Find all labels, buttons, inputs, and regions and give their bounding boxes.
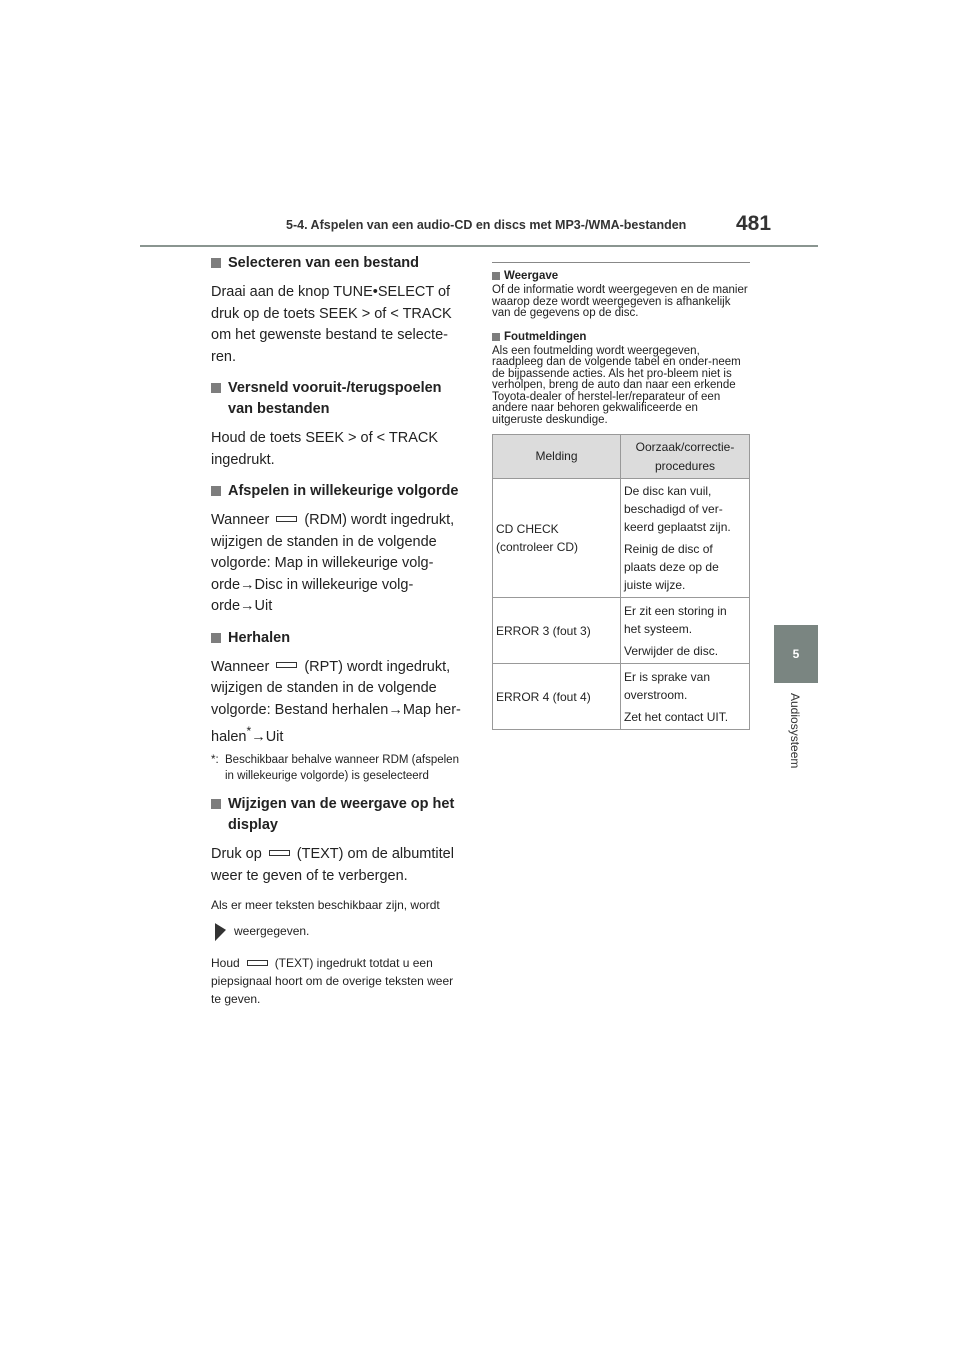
paragraph: Als een foutmelding wordt weergegeven, raadpleeg dan de volgende tabel en onder-neem de bijpassende acties. Als het pro-bleem niet is verholpen, breng de auto dan naar een erkende Toyota-dealer of herstel-ler/reparateur of een andere naar behoren gekwalificeerde en uitgeruste deskundige.	[492, 344, 741, 426]
button-icon	[247, 960, 268, 966]
subsection-heading: Foutmeldingen	[492, 330, 750, 344]
square-bullet-icon	[211, 383, 221, 393]
table-cell: CD CHECK (controleer CD)	[493, 479, 621, 598]
square-bullet-icon	[492, 272, 500, 280]
table-cell: Er is sprake van overstroom. Zet het contact UIT.	[621, 664, 750, 730]
left-column	[211, 253, 466, 1008]
paragraph: Druk op (TEXT) om de albumtitel weer te geven of te verbergen.	[211, 846, 454, 884]
section-heading: Selecteren van een bestand	[211, 253, 466, 274]
table-row	[493, 479, 750, 598]
right-column	[492, 262, 750, 730]
section-rule	[492, 262, 750, 263]
table-row	[493, 598, 750, 664]
more-text-arrow-icon	[215, 921, 226, 941]
section-heading: Afspelen in willekeurige volgorde	[211, 481, 466, 502]
square-bullet-icon	[211, 799, 221, 809]
square-bullet-icon	[211, 258, 221, 268]
header-rule	[140, 245, 818, 247]
page-number: 481	[736, 212, 772, 235]
square-bullet-icon	[211, 486, 221, 496]
square-bullet-icon	[211, 633, 221, 643]
table-cell: ERROR 4 (fout 4)	[493, 664, 621, 730]
button-icon	[276, 516, 297, 522]
section-heading: Herhalen	[211, 628, 466, 649]
note: weergegeven.	[211, 922, 466, 942]
column-header: Melding	[493, 435, 621, 479]
chapter-label: Audiosysteem	[788, 693, 802, 769]
column-header: Oorzaak/correctie-procedures	[621, 435, 750, 479]
paragraph: Wanneer (RDM) wordt ingedrukt, wijzigen de standen in de volgende volgorde: Map in willekeurige volg-orde→Disc in willekeurige volg-orde→Uit	[211, 512, 455, 614]
table-cell: Er zit een storing in het systeem. Verwijder de disc.	[621, 598, 750, 664]
table-cell: De disc kan vuil, beschadigd of ver-keerd geplaatst zijn. Reinig de disc of plaats deze op de juiste wijze.	[621, 479, 750, 598]
chapter-number: 5	[792, 647, 800, 661]
paragraph: Houd de toets SEEK > of < TRACK ingedrukt.	[211, 430, 439, 468]
button-icon	[269, 850, 290, 856]
running-header: 5-4. Afspelen van een audio-CD en discs met MP3-/WMA-bestanden	[286, 218, 687, 232]
paragraph: Wanneer (RPT) wordt ingedrukt, wijzigen de standen in de volgende volgorde: Bestand herhalen→Map her-halen*→Uit	[211, 658, 461, 745]
square-bullet-icon	[492, 333, 500, 341]
table-header-row	[493, 435, 750, 479]
section-heading: Wijzigen van de weergave op het display	[211, 794, 466, 836]
table-cell: ERROR 3 (fout 3)	[493, 598, 621, 664]
paragraph: Of de informatie wordt weergegeven en de manier waarop deze wordt weergegeven is afhankelijk van de gegevens op de disc.	[492, 284, 748, 319]
section-heading: Versneld vooruit-/terugspoelen van bestanden	[211, 378, 466, 420]
button-icon	[276, 662, 297, 668]
paragraph: Draai aan de knop TUNE•SELECT of druk op de toets SEEK > of < TRACK om het gewenste bestand te selecte-ren.	[211, 284, 452, 365]
error-table	[492, 434, 750, 730]
note: Houd (TEXT) ingedrukt totdat u een piepsignaal hoort om de overige teksten weer te geven.	[211, 956, 454, 1007]
note: Als er meer teksten beschikbaar zijn, wordt	[211, 898, 440, 913]
table-row	[493, 664, 750, 730]
chapter-tab[interactable]	[774, 625, 818, 683]
subsection-heading: Weergave	[492, 269, 750, 283]
footnote: *: Beschikbaar behalve wanneer RDM (afspelen in willekeurige volgorde) is geselecteerd	[211, 754, 459, 782]
